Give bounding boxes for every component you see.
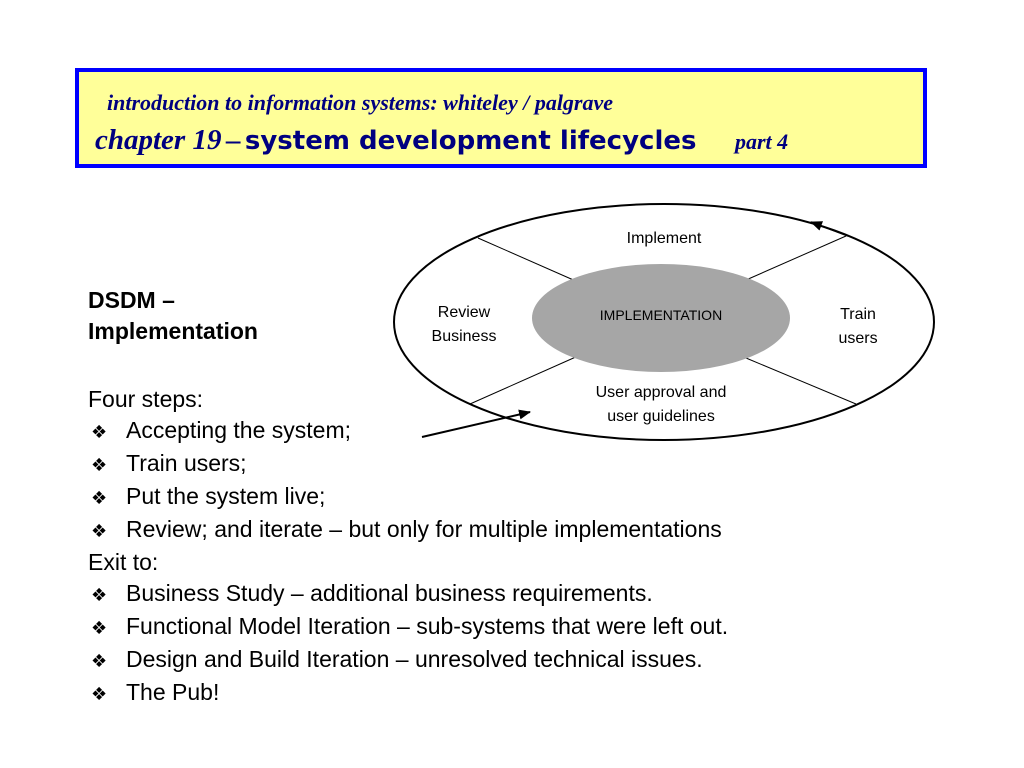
list-item-text: Put the system live; bbox=[126, 483, 326, 509]
course-title: introduction to information systems: whiteley / palgrave bbox=[107, 90, 614, 115]
bullet-icon: ❖ bbox=[91, 618, 108, 639]
bottom-label-line1: User approval and bbox=[595, 384, 727, 401]
divider-bottom-right bbox=[746, 358, 856, 404]
list-item-text: The Pub! bbox=[126, 679, 220, 705]
list-item-text: Train users; bbox=[126, 450, 247, 476]
part-label: part 4 bbox=[734, 129, 789, 154]
slide-title-line1: DSDM – bbox=[88, 287, 175, 313]
divider-bottom-left bbox=[470, 356, 578, 404]
bullet-icon: ❖ bbox=[91, 488, 108, 509]
chapter-dash: – bbox=[225, 124, 241, 156]
bottom-label-line2: user guidelines bbox=[607, 408, 715, 425]
bullet-icon: ❖ bbox=[91, 585, 108, 606]
bullet-icon: ❖ bbox=[91, 684, 108, 705]
list-item-text: Business Study – additional business requirements. bbox=[126, 580, 653, 606]
slide-title-line2: Implementation bbox=[88, 318, 258, 344]
list-item-text: Design and Build Iteration – unresolved technical issues. bbox=[126, 646, 703, 672]
right-label-line1: Train bbox=[840, 306, 876, 323]
left-label-line1: Review bbox=[437, 304, 491, 321]
list-item-text: Functional Model Iteration – sub-systems that were left out. bbox=[126, 613, 729, 639]
top-label: Implement bbox=[626, 230, 702, 247]
divider-top-left bbox=[478, 238, 578, 282]
chapter-number: chapter 19 bbox=[95, 124, 222, 156]
right-label-line2: users bbox=[838, 330, 878, 347]
arrow-top-right bbox=[811, 222, 848, 236]
bullet-icon: ❖ bbox=[91, 455, 108, 476]
center-label: IMPLEMENTATION bbox=[599, 307, 723, 323]
divider-top-right bbox=[746, 236, 846, 280]
bullet-icon: ❖ bbox=[91, 521, 108, 542]
bullet-icon: ❖ bbox=[91, 651, 108, 672]
exit-heading: Exit to: bbox=[88, 549, 159, 575]
list-item-text: Review; and iterate – but only for multiple implementations bbox=[126, 516, 722, 542]
chapter-topic: system development lifecycles bbox=[244, 126, 697, 156]
bullet-icon: ❖ bbox=[91, 422, 108, 443]
steps-heading: Four steps: bbox=[88, 386, 204, 412]
arrow-to-bottom-section bbox=[422, 412, 530, 437]
list-item-text: Accepting the system; bbox=[126, 417, 351, 443]
left-label-line2: Business bbox=[431, 328, 497, 345]
